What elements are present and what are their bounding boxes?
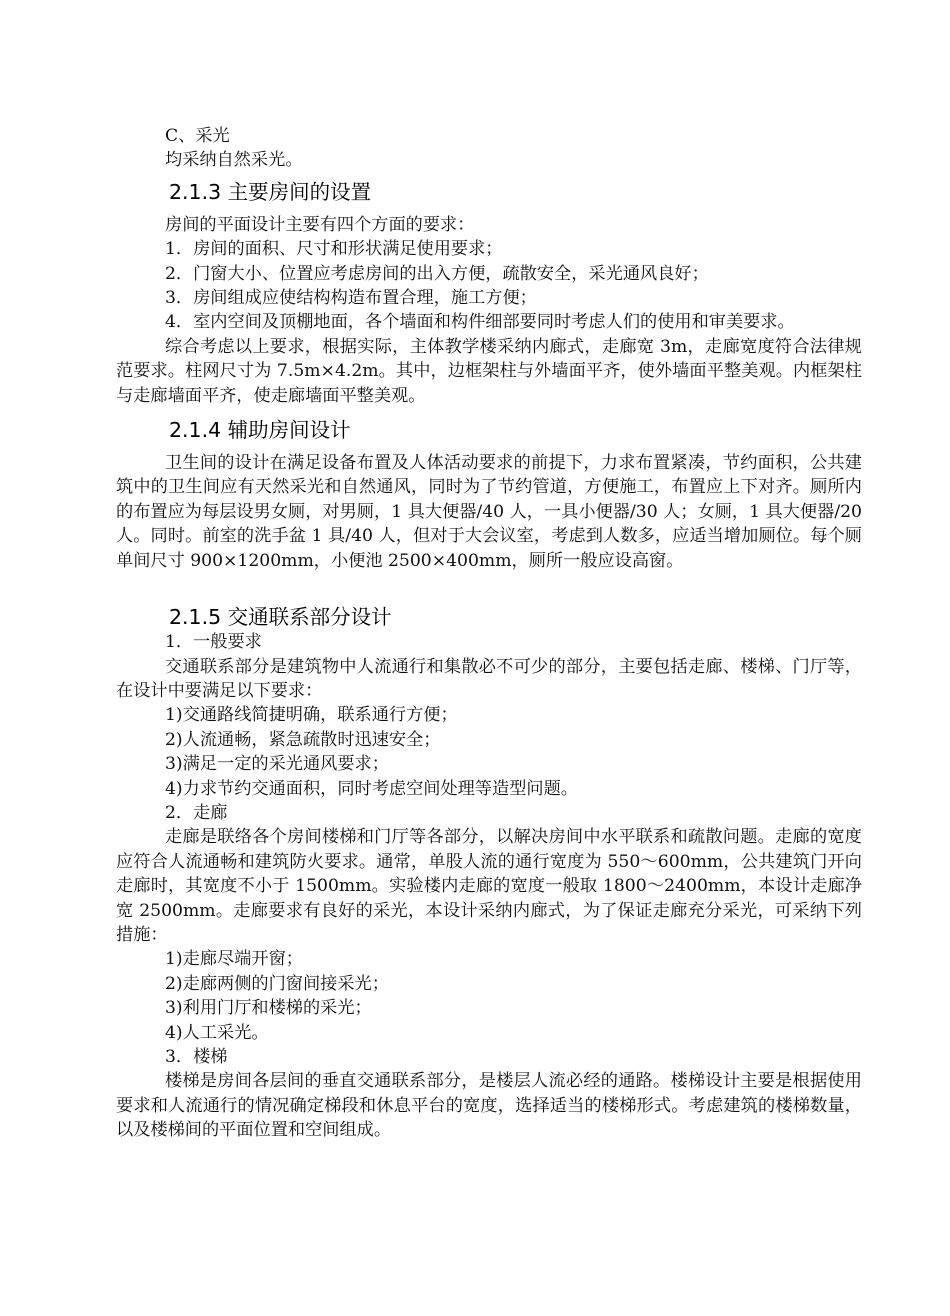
heading-2-1-5: 2.1.5 交通联系部分设计 — [169, 605, 392, 630]
corridor-item-4: 4)人工采光。 — [165, 1022, 269, 1043]
general-item-1: 1)交通路线简捷明确，联系通行方便； — [165, 705, 458, 726]
s213-item-4: 4．室内空间及顶棚地面，各个墙面和构件细部要同时考虑人们的使用和审美要求。 — [165, 312, 795, 333]
general-item-2: 2)人流通畅，紧急疏散时迅速安全； — [165, 729, 441, 750]
general-label: 1．一般要求 — [165, 632, 262, 653]
corridor-text: 走廊是联络各个房间楼梯和门厅等各部分，以解决房间中水平联系和疏散问题。走廊的宽度应符合人流通畅和建筑防火要求。通常，单股人流的通行宽度为 550～600mm，公共建筑门开向走廊时，其宽度不小于 1500mm。实验楼内走廊的宽度一般取 1800～2400mm，本设计走廊净宽 2500mm。走廊要求有良好的采光，本设计采纳内廊式，为了保证走廊充分采光，可采纳下列措施： — [116, 827, 862, 945]
heading-2-1-3: 2.1.3 主要房间的设置 — [169, 179, 372, 204]
corridor-label: 2．走廊 — [165, 802, 228, 823]
general-item-4: 4)力求节约交通面积，同时考虑空间处理等造型问题。 — [165, 778, 578, 799]
s213-item-1: 1．房间的面积、尺寸和形状满足使用要求； — [165, 239, 503, 260]
corridor-item-1: 1)走廊尽端开窗； — [165, 949, 303, 970]
s214-text: 卫生间的设计在满足设备布置及人体活动要求的前提下，力求布置紧凑，节约面积，公共建筑中的卫生间应有天然采光和自然通风，同时为了节约管道，方便施工，布置应上下对齐。厕所内的布置应为每层设男女厕，对男厕，1 具大便器/40 人，一具小便器/30 人；女厕，1 具大便器/20 人。同时。前室的洗手盆 1 具/40 人，但对于大会议室，考虑到人数多，应适当增加厕位。每个厕单间尺寸 900×1200mm，小便池 2500×400mm，厕所一般应设高窗。 — [116, 453, 862, 571]
general-text: 交通联系部分是建筑物中人流通行和集散必不可少的部分，主要包括走廊、楼梯、门厅等，在设计中要满足以下要求： — [116, 656, 862, 701]
s213-intro: 房间的平面设计主要有四个方面的要求： — [165, 214, 475, 235]
corridor-item-3: 3)利用门厅和楼梯的采光； — [165, 998, 372, 1019]
corridor-item-2: 2)走廊两侧的门窗间接采光； — [165, 973, 389, 994]
heading-2-1-4: 2.1.4 辅助房间设计 — [169, 418, 351, 443]
general-item-3: 3)满足一定的采光通风要求； — [165, 754, 389, 775]
s213-summary: 综合考虑以上要求，根据实际，主体教学楼采纳内廊式，走廊宽 3m，走廊宽度符合法律规范要求。柱网尺寸为 7.5m×4.2m。其中，边框架柱与外墙面平齐，使外墙面平整美观。内框架柱与走廊墙面平齐，使走廊墙面平整美观。 — [116, 336, 862, 406]
stairs-text: 楼梯是房间各层间的垂直交通联系部分，是楼层人流必经的通路。楼梯设计主要是根据使用要求和人流通行的情况确定梯段和休息平台的宽度，选择适当的楼梯形式。考虑建筑的楼梯数量，以及楼梯间的平面位置和空间组成。 — [116, 1071, 862, 1141]
lighting-text: 均采纳自然采光。 — [165, 150, 303, 171]
s213-item-2: 2．门窗大小、位置应考虑房间的出入方便，疏散安全，采光通风良好； — [165, 263, 709, 284]
lighting-label: C、采光 — [165, 126, 230, 146]
stairs-label: 3．楼梯 — [165, 1047, 228, 1067]
s213-item-3: 3．房间组成应使结构构造布置合理，施工方便； — [165, 288, 537, 309]
